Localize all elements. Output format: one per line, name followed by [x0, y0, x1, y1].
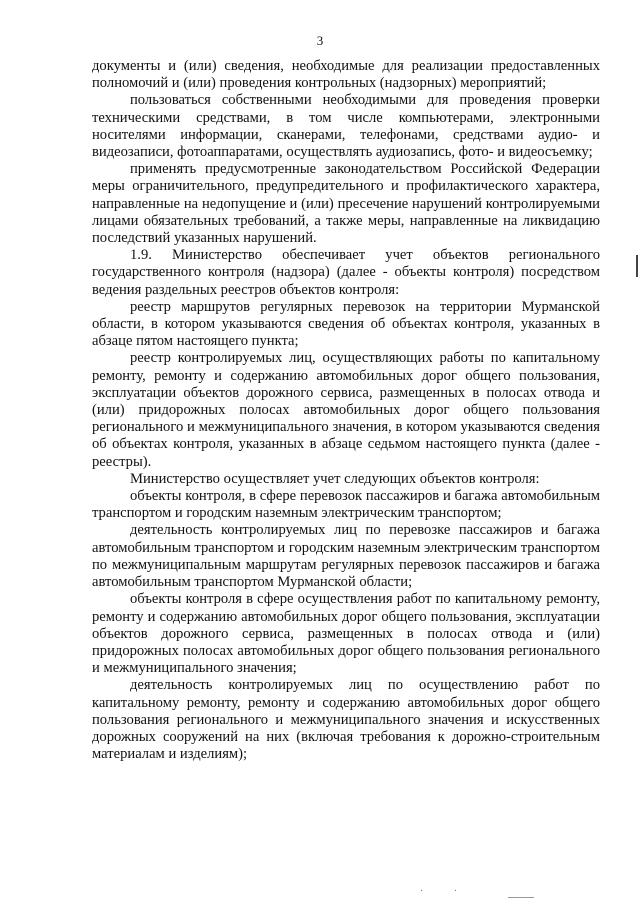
paragraph-section-1-9: 1.9. Министерство обеспечивает учет объектов регионального государственного контроля (надзора) (далее - объекты контроля) посредством ведения раздельных реестров объектов контроля: — [92, 247, 600, 298]
paragraph-passenger-activity: деятельность контролируемых лиц по перевозке пассажиров и багажа автомобильным транспортом и городским наземным электрическим транспортом по межмуниципальным маршрутам регулярных перевозок пассажиров и багажа автомобильным транспортом Мурманской области; — [92, 522, 600, 591]
paragraph-objects-intro: Министерство осуществляет учет следующих объектов контроля: — [130, 470, 540, 487]
paragraph-technical-means: пользоваться собственными необходимыми для проведения проверки техническими средствами, в том числе компьютерами, электронными носителями информации, сканерами, телефонами, средствами аудио- и видеозаписи, фотоаппаратами, осуществлять аудиозапись, фото- и видеосъемку; — [92, 92, 600, 161]
scan-footer-dash — [508, 897, 534, 898]
paragraph-road-activity: деятельность контролируемых лиц по осуществлению работ по капитальному ремонту, ремонту и содержанию автомобильных дорог общего пользования регионального и межмуниципального значения и искусственных дорожных сооружений на них (включая требования к дорожно-строительным материалам и изделиям); — [92, 677, 600, 763]
paragraph-road-objects: объекты контроля в сфере осуществления работ по капитальному ремонту, ремонту и содержанию автомобильных дорог общего пользования, эксплуатации объектов дорожного сервиса, размещенных в полосах отвода и (или) придорожных полосах автомобильных дорог общего пользования регионального и межмуниципального значения; — [92, 591, 600, 677]
paragraph-restrictive-measures: применять предусмотренные законодательством Российской Федерации меры ограничительного, предупредительного и профилактического характера, направленные на недопущение и (или) пресечение нарушений контролируемыми лицами обязательных требований, а также меры, направленные на ликвидацию последствий указанных нарушений. — [92, 161, 600, 247]
paragraph-road-works-registry: реестр контролируемых лиц, осуществляющих работы по капитальному ремонту, ремонту и содержанию автомобильных дорог общего пользования, эксплуатации объектов дорожного сервиса, размещенных в полосах отвода и (или) придорожных полосах автомобильных дорог общего пользования регионального и межмуниципального значения, в котором указываются сведения об объектах контроля, указанных в абзаце седьмом настоящего пункта (далее - реестры). — [92, 350, 600, 470]
paragraph-continuation: документы и (или) сведения, необходимые для реализации предоставленных полномочий и (или) проведения контрольных (надзорных) мероприятий; — [92, 58, 600, 92]
document-body — [92, 58, 600, 763]
page-number: 3 — [316, 33, 324, 48]
scan-edge-mark — [636, 255, 638, 277]
paragraph-transport-objects: объекты контроля, в сфере перевозок пассажиров и багажа автомобильным транспортом и городским наземным электрическим транспортом; — [92, 488, 600, 522]
scan-footer-dots: · · — [420, 886, 472, 897]
paragraph-routes-registry: реестр маршрутов регулярных перевозок на территории Мурманской области, в котором указываются сведения об объектах контроля, указанных в абзаце пятом настоящего пункта; — [92, 298, 600, 350]
